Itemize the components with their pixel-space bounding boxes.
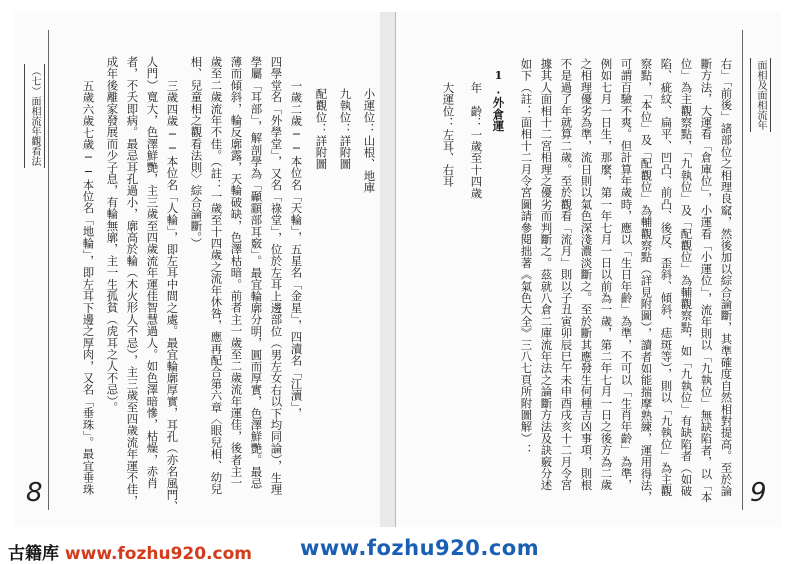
right-col-7: 例如七月一日生，那麼，第一年七月一日以前為一歲，第二年七月一日之後方為二歲 [599, 58, 614, 491]
left-col-13: 成年後離家發展而少子息，有輪無廓，主一生孤貧（虎耳之人不忌）。 [105, 56, 120, 413]
left-col-3: 配觀位：詳附圖 [314, 88, 329, 170]
section-heading: 1.外倉運 [491, 68, 506, 132]
right-col-4: 陷、疵紋、扁平、凹凸、前凸、後反、歪斜、傾斜、痣斑等），則以「九執位」為主觀 [659, 58, 674, 497]
site-name: 古籍库 [8, 544, 59, 564]
right-col-9: 不是過了年就算二歲。至於觀看「流月」則以子丑寅卯辰巳午未申酉戌亥十二月令宮 [559, 58, 574, 491]
site-watermark[interactable] [8, 539, 252, 564]
left-col-12: 者，不夭即病。最忌耳孔過小，廓高於輪（木火形人不忌），主三歲至四歲流年運不佳， [125, 56, 140, 507]
right-header-rule [742, 30, 743, 510]
left-running-head: （七）面相流年觀看法 [24, 64, 45, 168]
age-line: 年 齡：一歲至十四歲 [469, 82, 484, 199]
left-page-number: 8 [26, 478, 43, 508]
right-page-number: 9 [750, 478, 767, 508]
left-col-2: 九執位：詳附圖 [338, 88, 353, 170]
right-col-2: 斷方法，大運看「倉庫位」，小運看「小運位」，流年則以「九執位」無缺陷者，以「本 [699, 58, 714, 503]
daiyun-line: 大運位：左耳、右耳 [441, 82, 456, 188]
left-header-rule [48, 30, 49, 510]
right-running-head: 面相及面相流年 [750, 58, 771, 132]
site-url[interactable]: www.fozhu920.com [64, 544, 252, 564]
left-col-11: 人門）寬大，色澤鮮艷，主三歲至四歲流年運佳智慧過人。如色澤暗慘，枯燥，赤肖 [145, 56, 160, 489]
right-col-11: 如下（註：面相十二月令宮圖請參閱拙著《氣色大全》三八七頁所附圖解）： [519, 58, 534, 456]
left-col-8: 歲至二歲流年不佳。（註：一歲至十四歲之流年休咎，應再配合第六章〈眼兒相、幼兒 [209, 56, 224, 495]
left-col-14: 五歲六歲七歲──本位名「地輪」，即左耳下邊之厚肉，又名「垂珠」。最宜垂珠 [81, 80, 96, 495]
blue-watermark: www.fozhu920.com [300, 536, 540, 560]
left-col-9: 相、兒童相之觀看法則〉綜合論斷。） [189, 56, 204, 250]
right-col-3: 位」為主觀察點，「九執位」及「配觀位」為輔觀察點，如「九執位」有缺陷者（如破 [679, 58, 694, 497]
right-col-5: 察點，「本位」及「配觀位」為輔觀察點（詳見附圖），讀者如能揣摩熟練，運用得法， [639, 58, 654, 503]
right-col-1: 右」「前後」諸部位之相理良窳，然後加以綜合論斷，其準確度自然相對提高。至於論 [719, 58, 734, 497]
left-col-10: 三歲四歲──本位名「人輪」，即左耳中間之處。最宜輪廓厚實，耳孔（亦名風門、 [165, 80, 180, 513]
left-col-5: 四學堂名「外學堂」，又名「祿堂」，位於左耳上邊部位（男左女右以下均同論），生理 [269, 56, 284, 496]
right-col-10: 據其人面相十二宮相理之優劣而判斷之。茲就八倉二庫流年法之論斷方法及訣竅分述 [539, 58, 554, 491]
left-col-6: 學屬「耳部」，解剖學為「顳顬部耳竅」。最宜輪廓分明，圓而厚實，色澤鮮艷。最忌 [249, 56, 264, 490]
left-col-1: 小運位：山根、地庫 [362, 88, 377, 194]
right-col-8: 之相理優劣為準，流日則以氣色深淺濃淡斷之。至於斷其應發生何種吉凶事項，則根 [579, 58, 594, 491]
right-col-6: 可謂百驗不爽。但計算年歲時，應以「生日年齡」為準，不可以「生肖年齡」為準， [619, 58, 634, 491]
book-gutter [380, 12, 395, 527]
left-col-4: 一歲二歲──本位名「天輪」，五星名「金星」，四瀆名「江瀆」， [289, 80, 304, 420]
left-col-7: 薄而傾斜，輪反廓露，天輪破缺，色澤枯暗。前者主一歲至二歲流年運佳，後者主一 [229, 56, 244, 489]
